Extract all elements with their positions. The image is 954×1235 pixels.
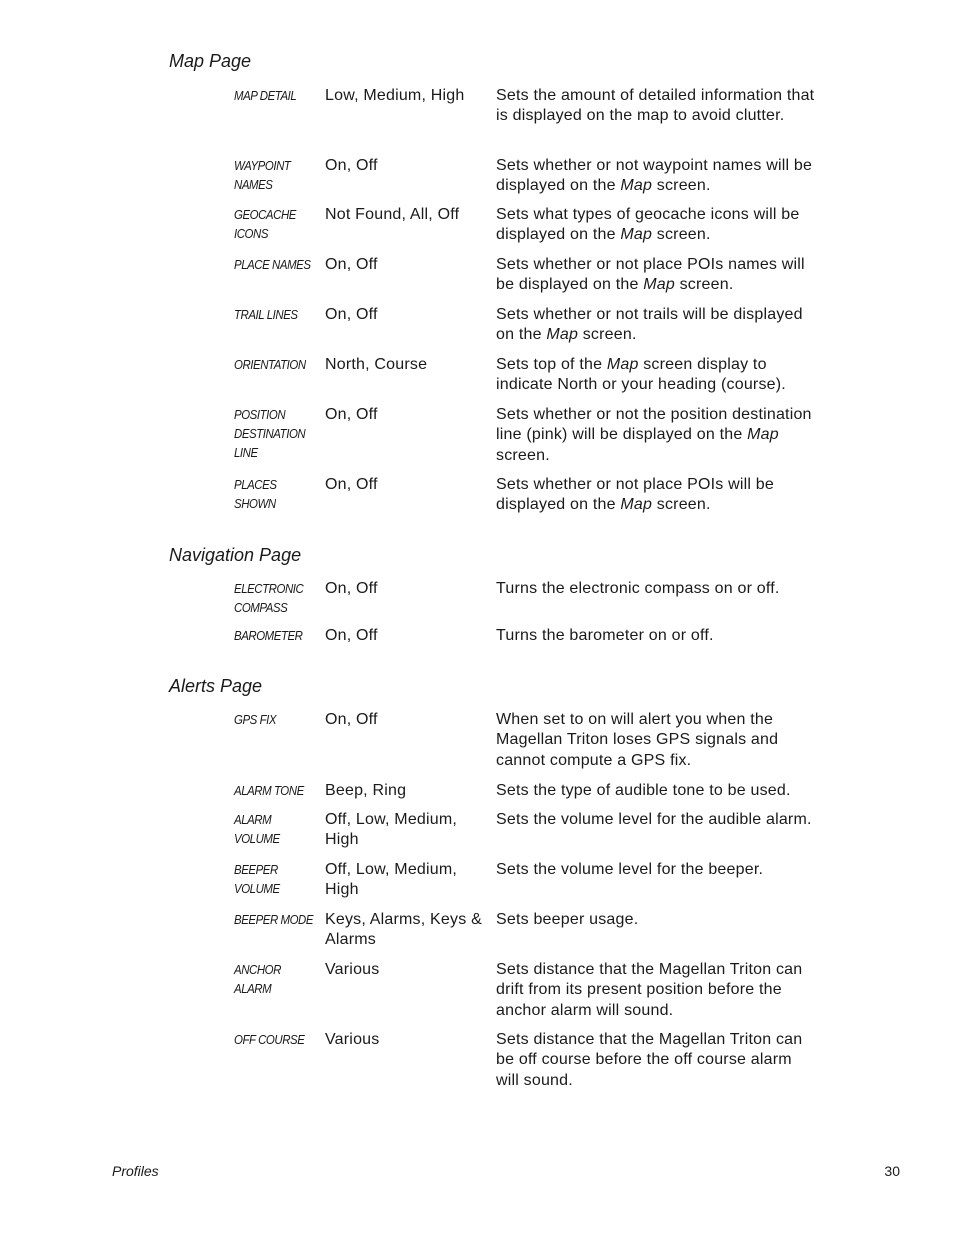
setting-name: OFF COURSE (234, 1032, 305, 1047)
setting-options: On, Off (325, 306, 378, 323)
setting-name: MAP DETAIL (234, 88, 297, 103)
setting-name: ANCHOR ALARM (234, 962, 281, 996)
setting-name: BEEPER VOLUME (234, 862, 280, 896)
setting-options: On, Off (325, 256, 378, 273)
setting-description: Sets whether or not place POIs names will be displayed on the Map screen. (496, 256, 805, 294)
setting-options: On, Off (325, 711, 378, 728)
setting-options: On, Off (325, 627, 378, 644)
setting-options: On, Off (325, 406, 378, 423)
setting-options: On, Off (325, 157, 378, 174)
setting-options: Not Found, All, Off (325, 206, 460, 223)
setting-options: On, Off (325, 580, 378, 597)
setting-name: ORIENTATION (234, 357, 306, 372)
setting-options: Various (325, 961, 380, 978)
setting-description: Sets whether or not trails will be displayed on the Map screen. (496, 306, 803, 344)
section-title-navigation-page: Navigation Page (169, 545, 302, 565)
screen-name-emphasis: Map (606, 356, 639, 373)
setting-name: GPS FIX (234, 712, 277, 727)
setting-description: Sets the amount of detailed information that is displayed on the map to avoid clutter. (496, 87, 815, 125)
setting-options: Beep, Ring (325, 782, 407, 799)
setting-options: Keys, Alarms, Keys & Alarms (325, 911, 482, 949)
setting-name: ALARM TONE (234, 783, 304, 798)
screen-name-emphasis: Map (643, 276, 675, 294)
setting-description: Sets distance that the Magellan Triton can be off course before the off course alarm will sound. (496, 1031, 803, 1089)
setting-options: On, Off (325, 476, 378, 493)
screen-name-emphasis: Map (546, 326, 579, 344)
footer-section-name: Profiles (112, 1163, 159, 1179)
setting-name: GEOCACHE ICONS (234, 207, 296, 241)
setting-description: Sets what types of geocache icons will be displayed on the Map screen. (496, 206, 800, 244)
setting-name: PLACE NAMES (234, 257, 311, 272)
setting-description: Turns the electronic compass on or off. (496, 580, 780, 597)
setting-name: BAROMETER (234, 628, 303, 643)
setting-options: North, Course (325, 356, 428, 373)
setting-options: Off, Low, Medium, High (325, 861, 458, 899)
setting-description: Turns the barometer on or off. (496, 627, 714, 644)
setting-description: Sets beeper usage. (496, 911, 639, 928)
setting-name: POSITION DESTINATION LINE (234, 407, 306, 460)
setting-name: TRAIL LINES (234, 307, 298, 322)
section-title-alerts-page: Alerts Page (169, 676, 263, 696)
setting-options: Low, Medium, High (325, 87, 465, 104)
setting-name: ALARM VOLUME (234, 812, 280, 846)
screen-name-emphasis: Map (747, 426, 779, 444)
setting-description: Sets the volume level for the audible alarm. (496, 811, 812, 828)
page-number: 30 (884, 1163, 900, 1179)
setting-description: Sets distance that the Magellan Triton can drift from its present position before the anchor alarm will sound. (496, 961, 803, 1019)
setting-description: Sets whether or not place POIs will be displayed on the Map screen. (496, 476, 774, 514)
screen-name-emphasis: Map (620, 177, 653, 195)
setting-description: Sets whether or not the position destination line (pink) will be displayed on the Map screen. (496, 406, 812, 464)
setting-name: PLACES SHOWN (234, 477, 277, 511)
setting-description: When set to on will alert you when the Magellan Triton loses GPS signals and cannot compute a GPS fix. (496, 711, 779, 769)
setting-options: Off, Low, Medium, High (325, 811, 458, 849)
setting-name: WAYPOINT NAMES (234, 158, 291, 192)
setting-description: Sets the type of audible tone to be used. (496, 782, 791, 799)
setting-name: ELECTRONIC COMPASS (234, 581, 304, 615)
setting-description: Sets whether or not waypoint names will be displayed on the Map screen. (496, 157, 813, 195)
setting-options: Various (325, 1031, 380, 1048)
screen-name-emphasis: Map (620, 226, 653, 244)
setting-description: Sets the volume level for the beeper. (496, 861, 764, 878)
setting-description: Sets top of the Map screen display to indicate North or your heading (course). (496, 356, 786, 394)
screen-name-emphasis: Map (620, 496, 653, 514)
setting-name: BEEPER MODE (234, 912, 314, 927)
section-title-map-page: Map Page (169, 51, 252, 71)
